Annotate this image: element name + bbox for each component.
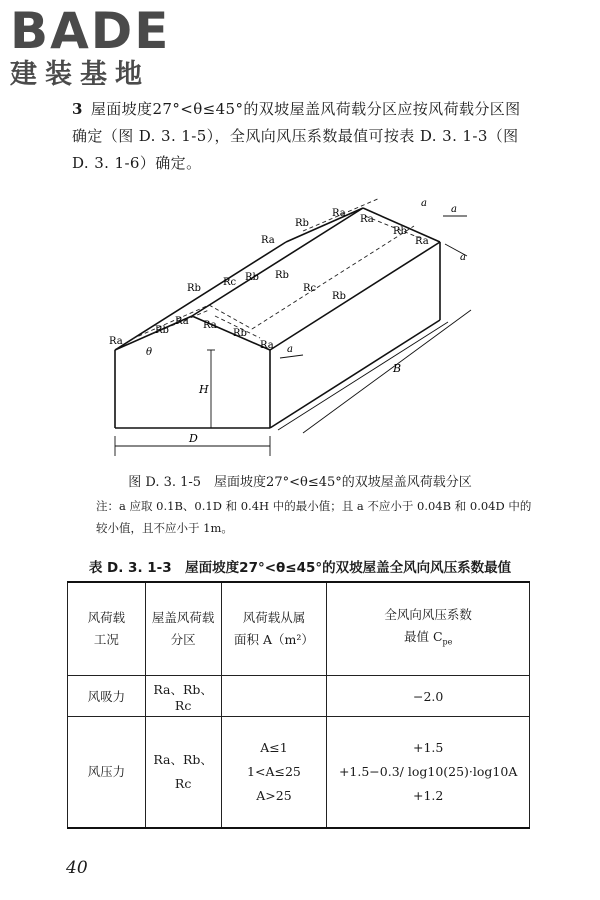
figure-caption: 图 D. 3. 1-5 屋面坡度27°<θ≤45°的双坡屋盖风荷载分区: [128, 475, 472, 490]
zone-label-rc: Rc: [223, 277, 237, 288]
zone-label-rb: Rb: [275, 270, 289, 281]
height-label: H: [199, 383, 209, 396]
zones-cell: Ra、Rb、Rc: [145, 676, 221, 717]
zone-label-ra: Ra: [360, 214, 374, 225]
case-cell: 风吸力: [68, 676, 146, 717]
depth-label: D: [189, 432, 198, 445]
edge-width-label: a: [287, 344, 293, 355]
zone-label-ra: Ra: [109, 336, 123, 347]
logo-text: BADE: [10, 2, 171, 60]
paragraph-text: 屋面坡度27°<θ≤45°的双坡屋盖风荷载分区应按风荷载分区图确定（图 D. 3. 1-5），全风向风压系数最值可按表 D. 3. 1-3（图 D. 3. 1-6）确定。: [72, 100, 521, 172]
header-cell: 屋盖风荷载 分区: [145, 582, 221, 676]
pressure-coefficient-table: [67, 581, 530, 829]
edge-width-label: a: [421, 198, 427, 209]
case-cell: 风压力: [68, 717, 146, 829]
value-cell: +1.5 +1.5−0.3/ log10(25)·log10A +1.2: [327, 717, 530, 829]
zone-label-rb: Rb: [332, 291, 346, 302]
table-header-row: [68, 582, 530, 676]
table-row: [68, 676, 530, 717]
page-number: 40: [66, 858, 88, 878]
table-title: 表 D. 3. 1-3 屋面坡度27°<θ≤45°的双坡屋盖全风向风压系数最值: [88, 560, 512, 576]
length-label: B: [393, 362, 402, 375]
header-cell: 全风向风压系数 最值 $C_{pe}$: [327, 582, 530, 676]
edge-width-label: a: [460, 252, 466, 263]
body-paragraph: [72, 96, 534, 177]
zone-label-ra: Ra: [415, 236, 429, 247]
zone-label-rb: Rb: [245, 272, 259, 283]
header-cell: 风荷载 工况: [68, 582, 146, 676]
zone-label-ra: Ra: [261, 235, 275, 246]
zone-label-ra: Ra: [175, 316, 189, 327]
logo: [10, 2, 171, 90]
zone-label-ra: Ra: [260, 340, 274, 351]
zone-label-rc: Rc: [303, 283, 317, 294]
area-cell: [221, 676, 327, 717]
paragraph-number: 3: [72, 100, 83, 118]
zones-cell: Ra、Rb、Rc: [145, 717, 221, 829]
roof-zone-diagram: [95, 198, 495, 460]
table-row: [68, 717, 530, 829]
value-cell: −2.0: [327, 676, 530, 717]
logo-subtitle: 建装基地: [10, 59, 150, 90]
edge-width-label: a: [451, 204, 457, 215]
figure-note: 注：a 应取 0.1B、0.1D 和 0.4H 中的最小值；且 a 不应小于 0.04B 和 0.04D 中的较小值，且不应小于 1m。: [96, 499, 532, 535]
zone-label-rb: Rb: [393, 226, 407, 237]
angle-label: θ: [146, 347, 153, 358]
zone-label-ra: Ra: [332, 208, 346, 219]
zone-label-rb: Rb: [295, 218, 309, 229]
zone-label-rb: Rb: [155, 325, 169, 336]
header-cell: 风荷载从属 面积 A（m²）: [221, 582, 327, 676]
zone-label-rb: Rb: [187, 283, 201, 294]
area-cell: A≤1 1<A≤25 A>25: [221, 717, 327, 829]
zone-label-ra: Ra: [203, 320, 217, 331]
zone-label-rb: Rb: [233, 328, 247, 339]
